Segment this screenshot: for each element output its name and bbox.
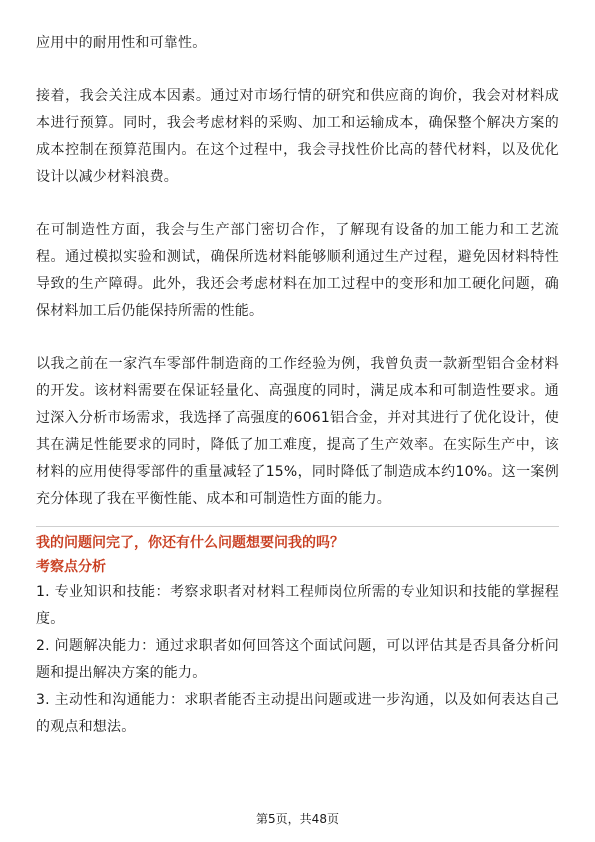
page-content [36,30,559,741]
paragraph-cost: 接着，我会关注成本因素。通过对市场行情的研究和供应商的询价，我会对材料成本进行预算。同时，我会考虑材料的采购、加工和运输成本，确保整个解决方案的成本控制在预算范围内。在这个过程中，我会寻找性价比高的替代材料，以及优化设计以减少材料浪费。 [36,88,559,185]
paragraph-manufacturability: 在可制造性方面，我会与生产部门密切合作，了解现有设备的加工能力和工艺流程。通过模拟实验和测试，确保所选材料能够顺利通过生产过程，避免因材料特性导致的生产障碍。此外，我还会考虑材料在加工过程中的变形和加工硬化问题，确保材料加工后仍能保持所需的性能。 [36,222,559,319]
analysis-item: 3. 主动性和沟通能力：求职者能否主动提出问题或进一步沟通，以及如何表达自己的观点和想法。 [36,692,559,735]
paragraph-case-study: 以我之前在一家汽车零部件制造商的工作经验为例，我曾负责一款新型铝合金材料的开发。该材料需要在保证轻量化、高强度的同时，满足成本和可制造性要求。通过深入分析市场需求，我选择了高强度的6061铝合金，并对其进行了优化设计，使其在满足性能要求的同时，降低了加工难度，提高了生产效率。在实际生产中，该材料的应用使得零部件的重量减轻了15%，同时降低了制造成本约10%。这一案例充分体现了我在平衡性能、成本和可制造性方面的能力。 [36,356,559,507]
page-footer [0,810,595,827]
analysis-item: 1. 专业知识和技能：考察求职者对材料工程师岗位所需的专业知识和技能的掌握程度。 [36,584,559,627]
section-divider [36,526,559,527]
interview-question: 我的问题问完了，你还有什么问题想要问我的吗？ [36,535,344,551]
analysis-title: 考察点分析 [36,559,106,575]
page-number: 第5页，共48页 [256,812,339,826]
spacer [36,57,559,83]
spacer [36,191,559,217]
spacer [36,325,559,351]
paragraph-durability: 应用中的耐用性和可靠性。 [36,35,207,51]
analysis-item: 2. 问题解决能力：通过求职者如何回答这个面试问题，可以评估其是否具备分析问题和提出解决方案的能力。 [36,638,559,681]
